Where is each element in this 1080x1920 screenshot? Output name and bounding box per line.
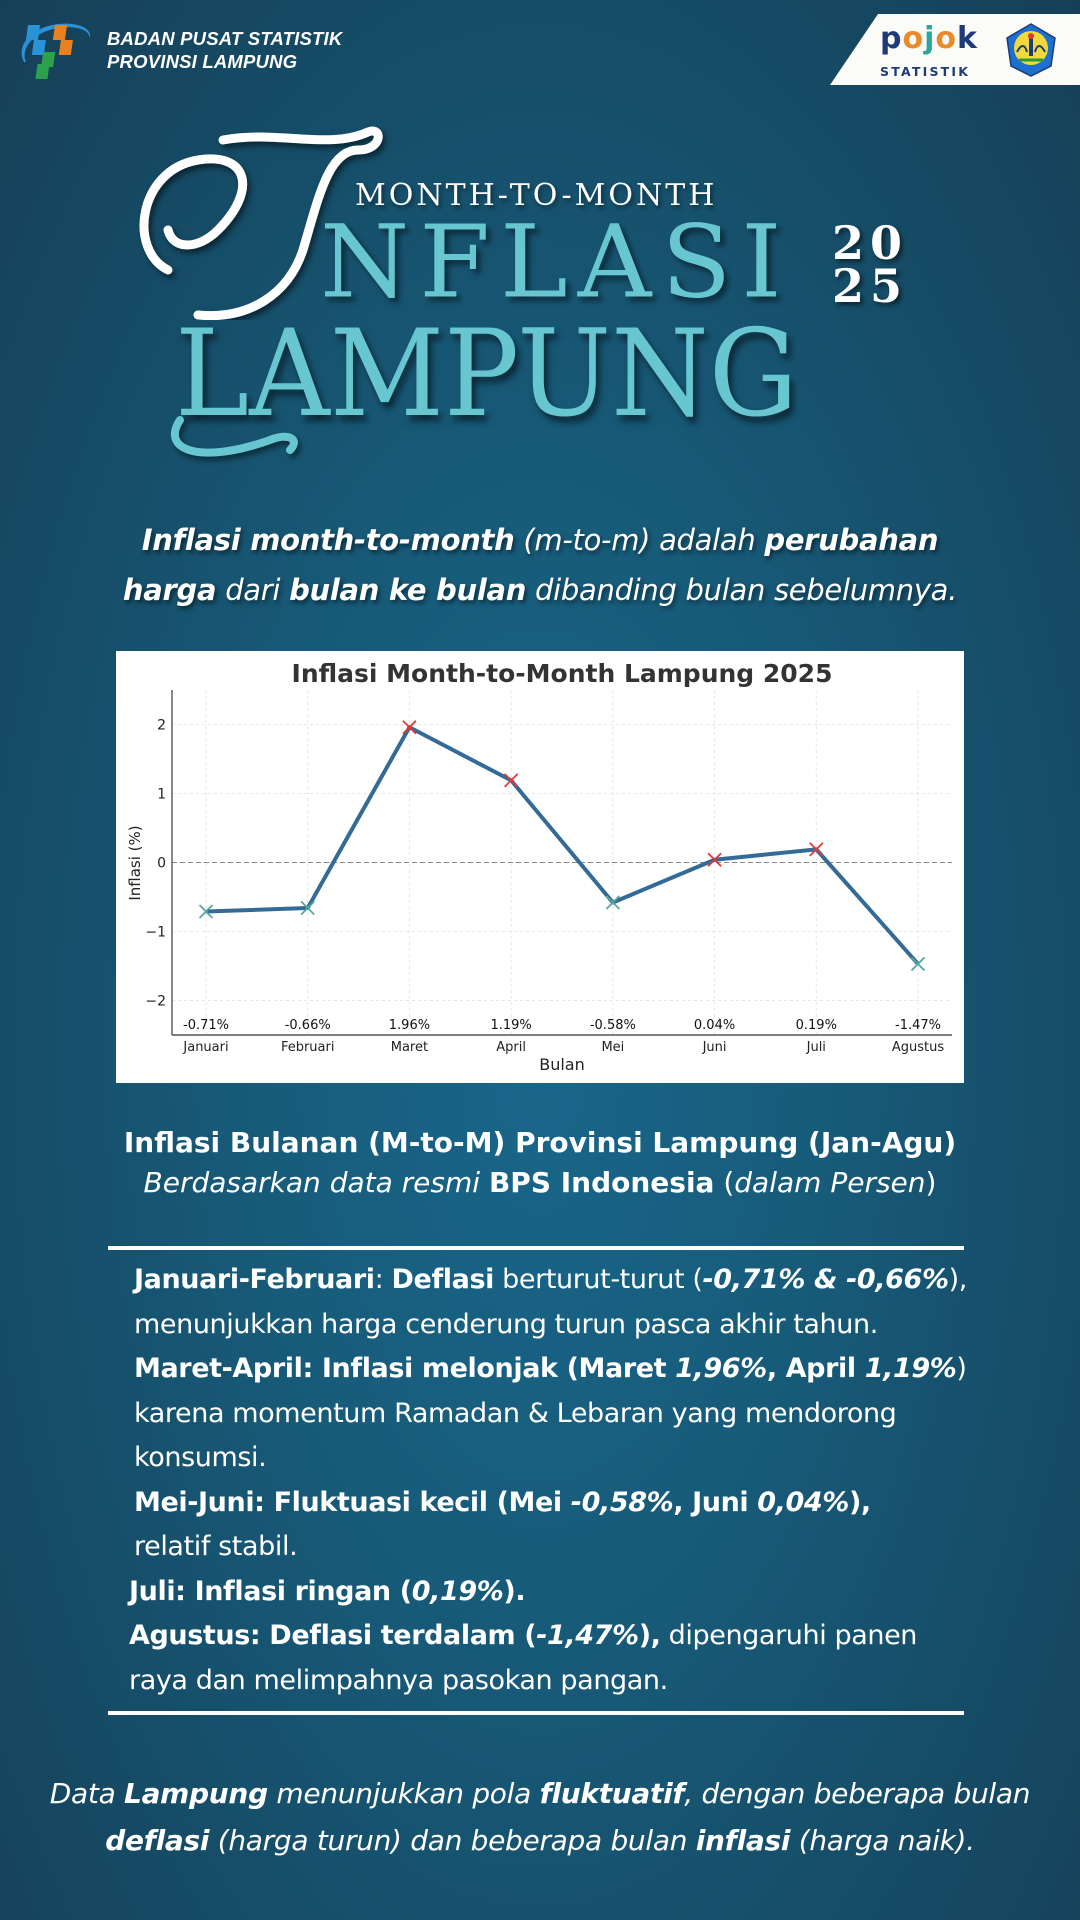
y-tick-label: 0 — [157, 855, 166, 872]
intro-term: Inflasi month-to-month — [141, 523, 515, 557]
summary-value: -0,58% — [570, 1486, 674, 1518]
title-year — [832, 216, 909, 313]
caption-unit: dalam Persen — [734, 1166, 926, 1199]
x-tick-label: Mei — [601, 1040, 625, 1055]
caption-source-name: BPS Indonesia — [488, 1166, 715, 1199]
x-tick-label: Juni — [702, 1040, 727, 1055]
conclusion-text: menunjukkan pola — [267, 1777, 540, 1810]
summary-text: : — [374, 1264, 392, 1295]
summary-may-jun-detail: relatif stabil. — [134, 1531, 298, 1562]
pojok-letter: o — [902, 21, 925, 56]
data-value-label: 0.04% — [693, 1018, 736, 1033]
data-value-label: -0.66% — [284, 1018, 331, 1033]
x-tick-label: Januari — [183, 1040, 229, 1055]
summary-text: ) — [956, 1353, 967, 1384]
intro-line-1 — [40, 515, 1040, 565]
y-tick-label: 2 — [157, 717, 166, 734]
title-swash-decoration — [140, 410, 340, 470]
summary-aug-detail: raya dan melimpahnya pasokan pangan. — [129, 1664, 668, 1696]
bps-logo-icon — [18, 18, 94, 80]
pojok-letter: j — [924, 21, 936, 56]
x-tick-label: Juli — [806, 1040, 826, 1055]
conclusion-term: Lampung — [124, 1777, 268, 1810]
pojok-letter: o — [935, 21, 958, 56]
summary-mar-apr-detail: karena momentum Ramadan & Lebaran yang mendorong — [134, 1397, 897, 1429]
caption-source — [40, 1163, 1040, 1203]
caption-title: Inflasi Bulanan (M-to-M) Provinsi Lampung (Jan-Agu) — [123, 1126, 957, 1159]
monthly-summary-list — [129, 1258, 994, 1703]
pojok-letter: p — [880, 21, 903, 56]
intro-line-2 — [40, 565, 1040, 615]
data-value-labels — [183, 1018, 941, 1033]
data-value-label: 1.19% — [490, 1018, 532, 1033]
summary-may-jun — [134, 1481, 994, 1526]
caption-text: ) — [925, 1166, 937, 1199]
conclusion-text: (harga naik). — [790, 1824, 975, 1857]
summary-text: ). — [503, 1575, 526, 1607]
summary-value: 0,19% — [411, 1575, 504, 1607]
conclusion-line-1 — [20, 1770, 1060, 1817]
summary-mar-apr-detail: konsumsi. — [134, 1442, 267, 1473]
title-year-bottom: 25 — [832, 259, 909, 313]
pojok-letter: k — [957, 21, 978, 56]
y-tick-label: 1 — [157, 786, 166, 803]
summary-label: Mei-Juni: Fluktuasi kecil (Mei — [134, 1486, 571, 1518]
intro-text: dibanding bulan sebelumnya. — [526, 573, 958, 607]
y-axis-label: Inflasi (%) — [126, 825, 144, 901]
summary-label: Agustus: Deflasi terdalam ( — [129, 1620, 537, 1651]
summary-text: berturut-turut ( — [494, 1264, 703, 1295]
title-word-inflasi: NFLASI — [320, 204, 792, 321]
y-tick-label: −2 — [145, 993, 166, 1010]
data-value-label: 0.19% — [795, 1018, 837, 1033]
x-tick-label: Maret — [390, 1040, 429, 1055]
conclusion-text: (harga turun) dan beberapa bulan — [209, 1824, 696, 1857]
intro-term: harga — [122, 573, 217, 607]
summary-text: ), — [948, 1264, 967, 1295]
data-value-label: -0.58% — [589, 1018, 636, 1033]
org-name — [107, 27, 342, 73]
summary-label: Januari-Februari — [134, 1264, 375, 1295]
conclusion-line-2 — [20, 1817, 1060, 1864]
y-tick-label: −1 — [145, 924, 166, 941]
summary-value: 1,96% — [675, 1353, 767, 1384]
data-value-label: 1.96% — [388, 1018, 431, 1033]
summary-jan-feb-detail: menunjukkan harga cenderung turun pasca akhir tahun. — [134, 1308, 878, 1340]
x-axis-label: Bulan — [539, 1055, 585, 1074]
intro-text: dari — [216, 573, 290, 607]
summary-text: ), — [638, 1620, 661, 1651]
summary-value: 1,19% — [864, 1353, 957, 1384]
summary-label: Juli: Inflasi ringan ( — [129, 1575, 412, 1607]
divider — [108, 1246, 964, 1250]
data-value-label: -1.47% — [895, 1018, 941, 1033]
title-year-top: 20 — [832, 216, 909, 270]
summary-jul — [129, 1570, 994, 1615]
summary-value: -0,71% & -0,66% — [702, 1264, 949, 1295]
universitas-lampung-logo-icon — [1003, 22, 1059, 78]
conclusion — [20, 1770, 1060, 1864]
intro-definition — [40, 515, 1040, 615]
summary-keyword: Deflasi — [391, 1264, 494, 1295]
conclusion-text: , dengan beberapa bulan — [684, 1777, 1031, 1810]
intro-term: bulan ke bulan — [289, 573, 527, 607]
data-value-label: -0.71% — [183, 1018, 229, 1033]
conclusion-term: inflasi — [695, 1824, 791, 1857]
intro-text: (m-to-m) adalah — [514, 523, 765, 557]
intro-term: perubahan — [764, 523, 939, 557]
summary-value: 0,04% — [757, 1486, 849, 1518]
conclusion-term: deflasi — [105, 1824, 210, 1857]
x-tick-label: Februari — [280, 1040, 335, 1055]
chart-caption — [40, 1123, 1040, 1203]
line-chart — [116, 651, 964, 1083]
divider — [108, 1711, 964, 1715]
summary-label: , Juni — [673, 1486, 758, 1518]
chart-grid — [172, 690, 952, 1035]
data-markers — [200, 721, 925, 971]
summary-text: ), — [848, 1486, 871, 1518]
conclusion-text: Data — [49, 1777, 125, 1810]
summary-text: dipengaruhi panen — [660, 1620, 917, 1651]
caption-text: Berdasarkan data resmi — [143, 1166, 489, 1199]
summary-label: Maret-April: Inflasi melonjak (Maret — [134, 1353, 676, 1384]
summary-mar-apr — [134, 1347, 994, 1392]
x-tick-label: April — [496, 1040, 527, 1055]
summary-aug — [129, 1614, 994, 1659]
conclusion-term: fluktuatif — [539, 1777, 685, 1810]
title-kicker: MONTH-TO-MONTH — [355, 178, 718, 213]
summary-jan-feb — [134, 1258, 994, 1303]
summary-value: -1,47% — [536, 1620, 639, 1651]
summary-label: , April — [766, 1353, 865, 1384]
series-line — [206, 727, 918, 964]
x-tick-label: Agustus — [891, 1040, 945, 1055]
caption-text: ( — [714, 1166, 735, 1199]
chart-title: Inflasi Month-to-Month Lampung 2025 — [291, 659, 833, 688]
x-axis-ticks — [182, 1040, 944, 1055]
org-name-line1: BADAN PUSAT STATISTIK — [107, 28, 343, 49]
pojok-subtitle: STATISTIK — [880, 64, 971, 79]
title-word-lampung: LAMPUNG — [175, 305, 798, 444]
org-name-line2: PROVINSI LAMPUNG — [107, 51, 298, 72]
pojok-wordmark — [880, 21, 978, 56]
y-axis-ticks — [145, 718, 166, 1010]
